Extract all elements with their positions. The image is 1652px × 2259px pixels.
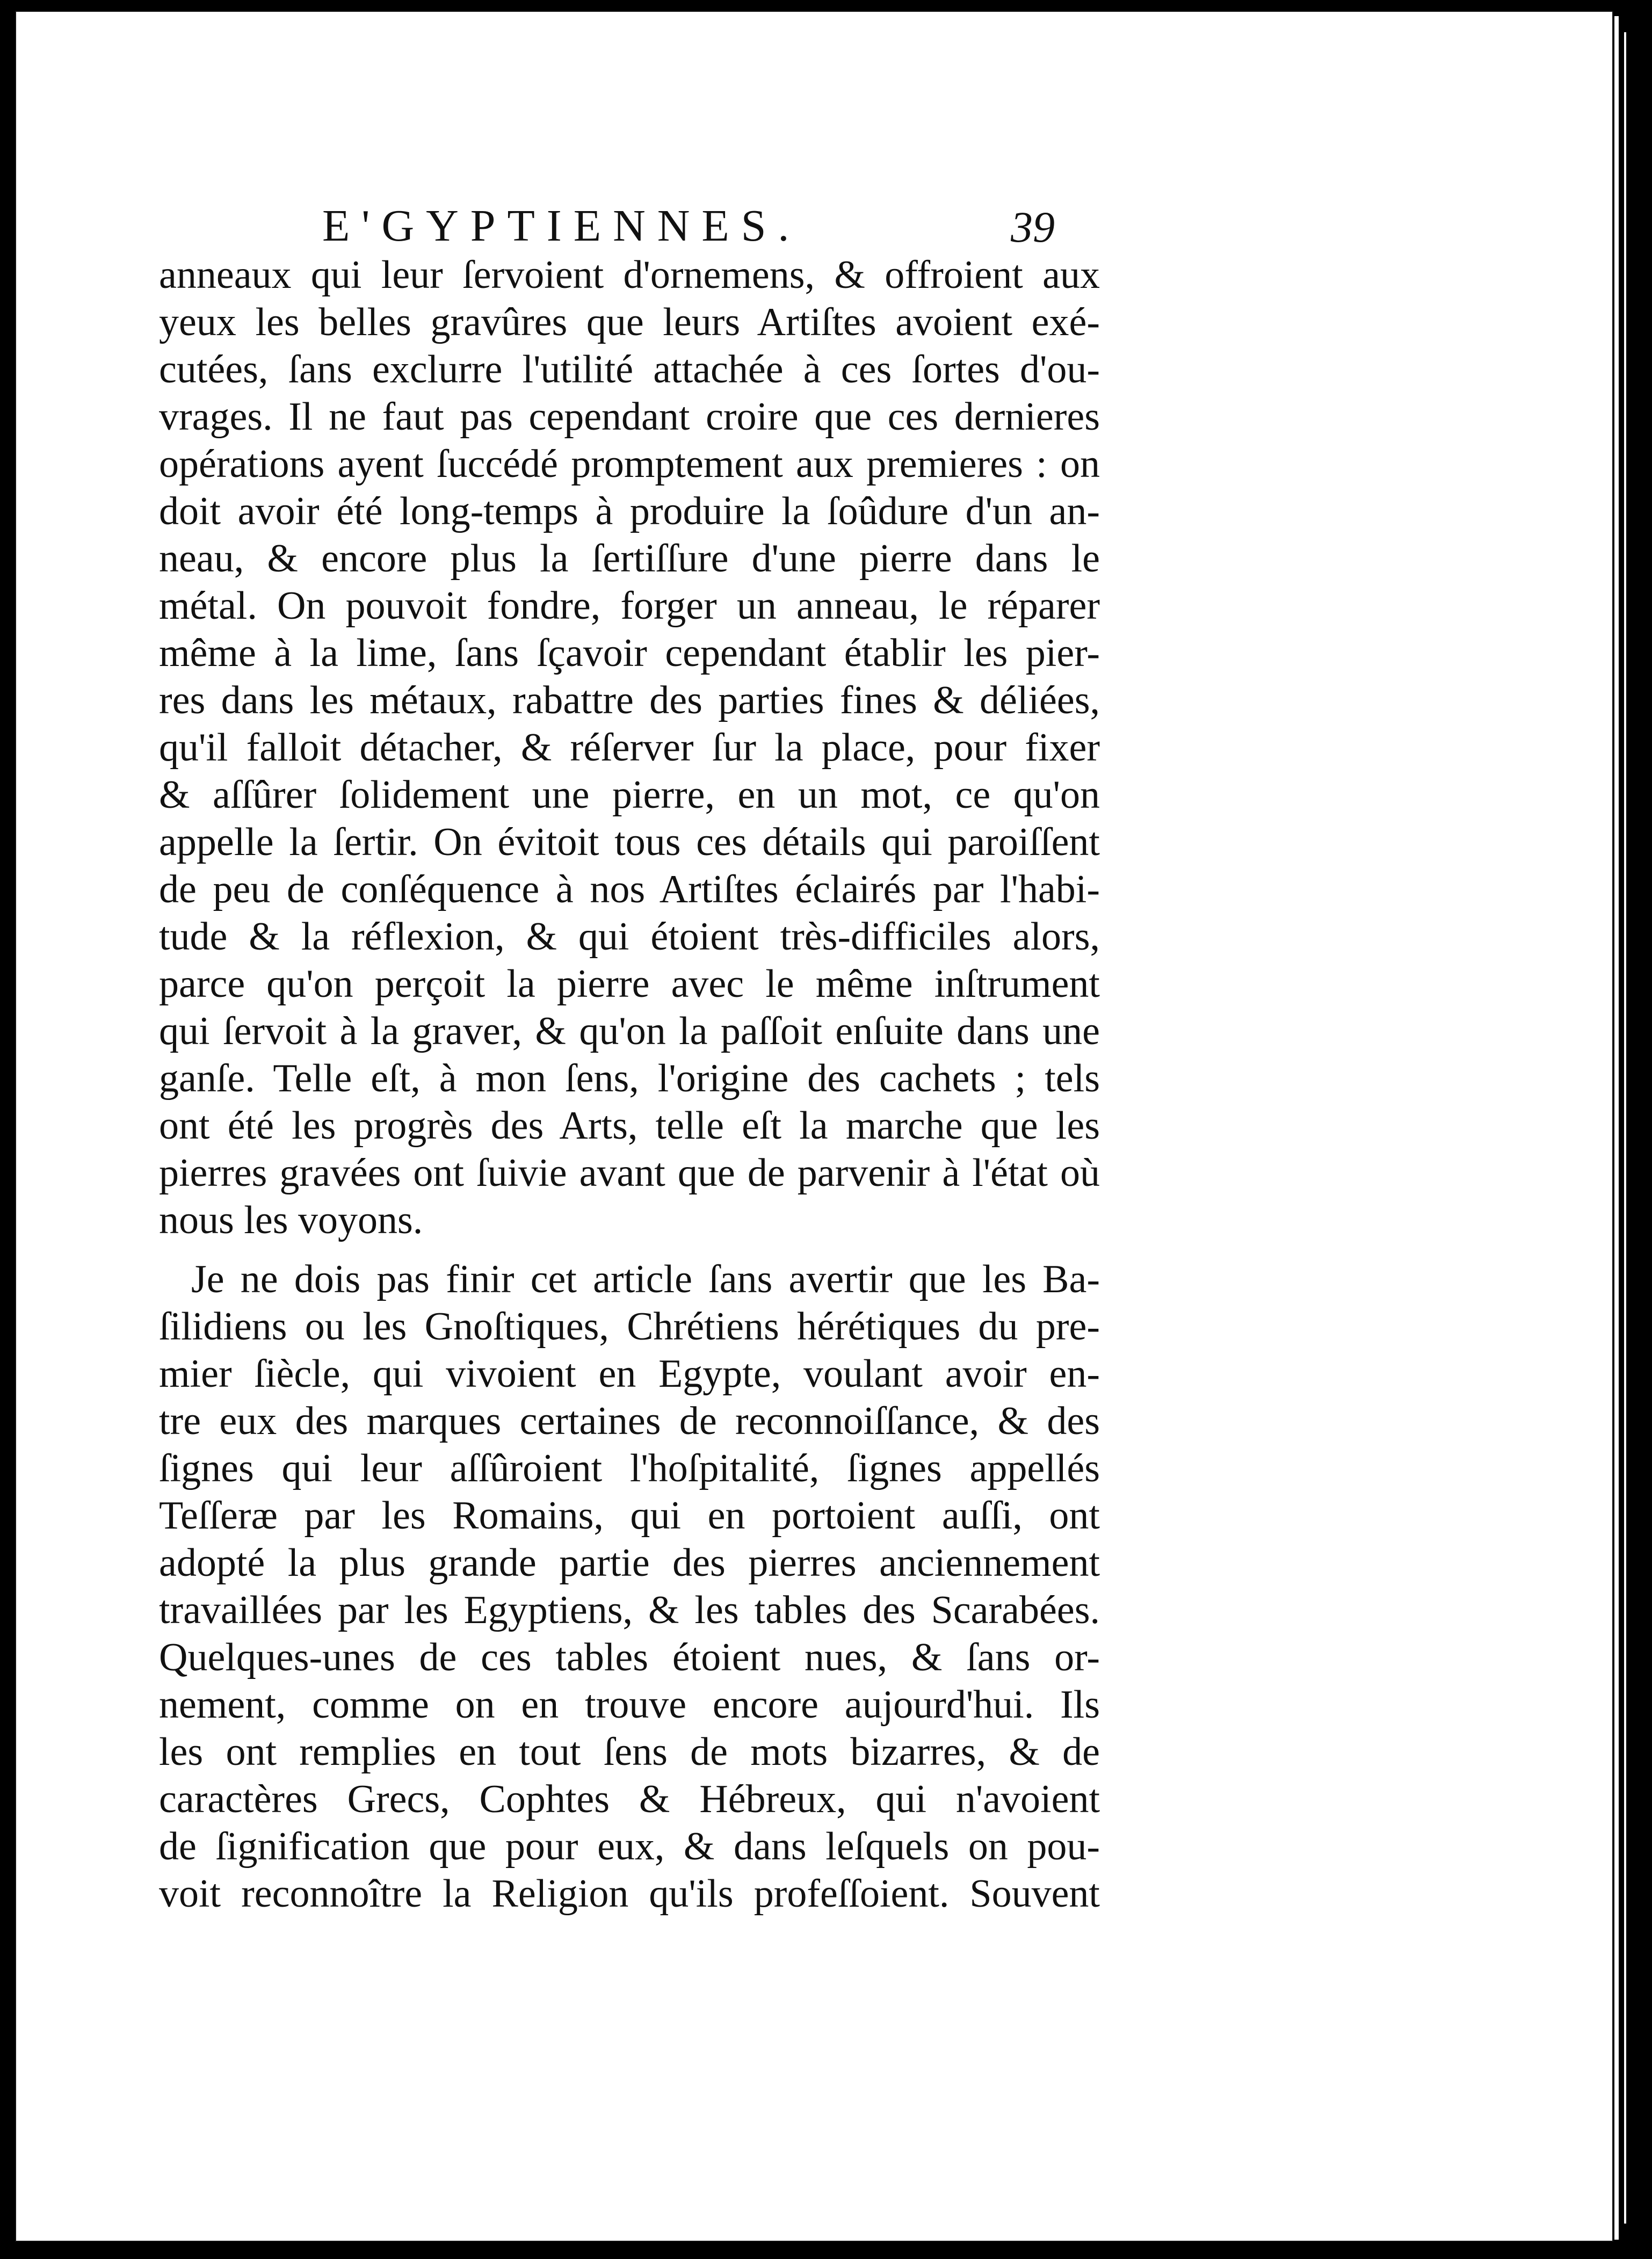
text-line: nement, comme on en trouve encore aujourd'hui. Ils [159, 1683, 1100, 1727]
text-line: doit avoir été long-temps à produire la ſoûdure d'un an- [159, 489, 1100, 533]
text-line: ont été les progrès des Arts, telle eſt la marche que les [159, 1104, 1100, 1148]
page-edge [1614, 16, 1619, 2240]
text-line: les ont remplies en tout ſens de mots bizarres, & de [159, 1730, 1100, 1774]
text-line: métal. On pouvoit fondre, forger un anneau, le réparer [159, 584, 1100, 628]
running-header: E'GYPTIENNES. [322, 201, 801, 251]
text-line: Teſſeræ par les Romains, qui en portoient auſſi, ont [159, 1494, 1100, 1538]
text-line: ſignes qui leur aſſûroient l'hoſpitalité, ſignes appellés [159, 1446, 1100, 1490]
text-line: tre eux des marques certaines de reconnoiſſance, & des [159, 1399, 1100, 1443]
text-line: neau, & encore plus la ſertiſſure d'une pierre dans le [159, 537, 1100, 581]
text-line: de peu de conſéquence à nos Artiſtes éclairés par l'habi- [159, 867, 1100, 911]
text-line: res dans les métaux, rabattre des parties fines & déliées, [159, 678, 1100, 722]
text-line: Quelques-unes de ces tables étoient nues, & ſans or- [159, 1635, 1100, 1679]
text-line: Je ne dois pas finir cet article ſans avertir que les Ba- [191, 1257, 1100, 1301]
text-line: qui ſervoit à la graver, & qu'on la paſſoit enſuite dans une [159, 1009, 1100, 1053]
text-line: travaillées par les Egyptiens, & les tables des Scarabées. [159, 1588, 1100, 1632]
text-line: opérations ayent ſuccédé promptement aux premieres : on [159, 442, 1100, 486]
text-line: adopté la plus grande partie des pierres anciennement [159, 1541, 1100, 1585]
text-line: tude & la réflexion, & qui étoient très-difficiles alors, [159, 915, 1100, 959]
text-line: vrages. Il ne faut pas cependant croire que ces dernieres [159, 395, 1100, 439]
text-line: nous les voyons. [159, 1198, 423, 1242]
text-line: cutées, ſans exclurre l'utilité attachée à ces ſortes d'ou- [159, 347, 1100, 392]
text-line: appelle la ſertir. On évitoit tous ces détails qui paroiſſent [159, 820, 1100, 864]
paragraph-gap [159, 1244, 1100, 1256]
text-line: caractères Grecs, Cophtes & Hébreux, qui n'avoient [159, 1777, 1100, 1821]
text-line: mier ſiècle, qui vivoient en Egypte, voulant avoir en- [159, 1352, 1100, 1396]
page-number: 39 [1011, 202, 1055, 251]
text-line: pierres gravées ont ſuivie avant que de parvenir à l'état où [159, 1151, 1100, 1195]
page-edge-inner [1624, 32, 1626, 2224]
text-line: parce qu'on perçoit la pierre avec le même inſtrument [159, 962, 1100, 1006]
text-line: qu'il falloit détacher, & réſerver ſur la place, pour fixer [159, 726, 1100, 770]
text-line: voit reconnoître la Religion qu'ils profeſſoient. Souvent [159, 1872, 1100, 1916]
text-line: de ſignification que pour eux, & dans leſquels on pou- [159, 1824, 1100, 1869]
text-line: ſilidiens ou les Gnoſtiques, Chrétiens hérétiques du pre- [159, 1305, 1100, 1349]
text-line: ganſe. Telle eſt, à mon ſens, l'origine des cachets ; tels [159, 1056, 1100, 1100]
body-text [159, 251, 1100, 1917]
text-line: yeux les belles gravûres que leurs Artiſtes avoient exé- [159, 300, 1100, 344]
text-line: & aſſûrer ſolidement une pierre, en un mot, ce qu'on [159, 773, 1100, 817]
text-line: anneaux qui leur ſervoient d'ornemens, & offroient aux [159, 253, 1100, 297]
text-line: même à la lime, ſans ſçavoir cependant établir les pier- [159, 631, 1100, 675]
